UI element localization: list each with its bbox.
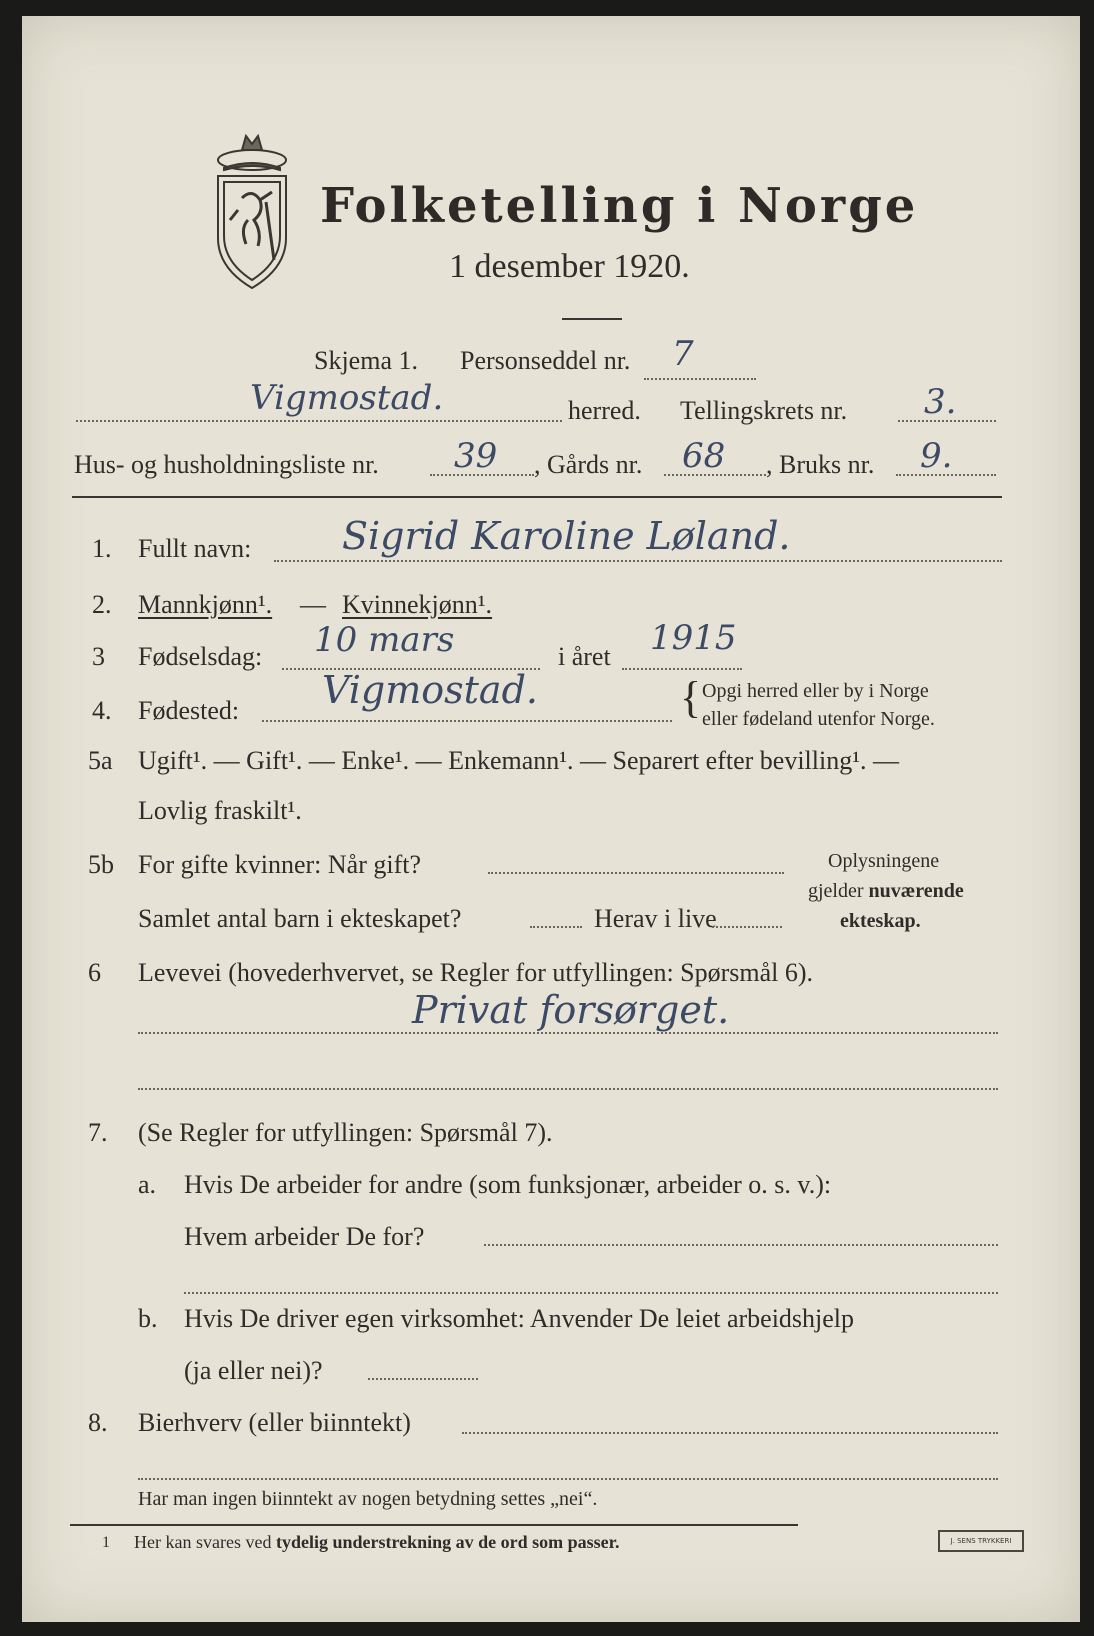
q5a-number: 5a	[88, 746, 113, 775]
census-date: 1 desember 1920.	[449, 248, 690, 285]
hired-help-field[interactable]	[368, 1378, 478, 1380]
printer-stamp: J. SENS TRYKKERI	[938, 1530, 1024, 1552]
husliste-value[interactable]: 39	[454, 436, 498, 476]
q1-number: 1.	[92, 534, 112, 563]
q5b-note-line1: Oplysningene	[828, 850, 940, 872]
bruks-value[interactable]: 9.	[920, 436, 953, 476]
q4-number: 4.	[92, 696, 112, 725]
husliste-label: Hus- og husholdningsliste nr.	[74, 450, 379, 479]
q6-label: Levevei (hovederhvervet, se Regler for utfyllingen: Spørsmål 6).	[138, 958, 814, 987]
q5b-label-married: For gifte kvinner: Når gift?	[138, 850, 422, 879]
no-income-note: Har man ingen biinntekt av nogen betydning settes „nei“.	[138, 1488, 598, 1510]
mannkjonn-option[interactable]: Mannkjønn¹.	[138, 590, 273, 619]
employer-field[interactable]	[484, 1244, 998, 1246]
personseddel-number[interactable]: 7	[672, 334, 694, 374]
full-name-value[interactable]: Sigrid Karoline Løland.	[342, 514, 791, 558]
q7b-letter: b.	[138, 1304, 158, 1333]
tellingskrets-value[interactable]: 3.	[924, 382, 957, 422]
q7b-line2: (ja eller nei)?	[184, 1356, 323, 1385]
occupation-value[interactable]: Privat forsørget.	[412, 988, 730, 1032]
q5b-number: 5b	[88, 850, 114, 879]
birthplace-value[interactable]: Vigmostad.	[322, 668, 538, 712]
q6-number: 6	[88, 958, 101, 987]
birthplace-note-line1: Opgi herred eller by i Norge	[702, 680, 929, 702]
marital-status-divorced[interactable]: Lovlig fraskilt¹.	[138, 796, 302, 825]
side-income-field[interactable]	[462, 1432, 998, 1434]
herred-value[interactable]: Vigmostad.	[250, 378, 444, 418]
birthday-value[interactable]: 10 mars	[314, 620, 455, 660]
bruks-label: , Bruks nr.	[766, 450, 875, 479]
herred-label: herred.	[568, 396, 641, 425]
q5b-note-line3: ekteskap.	[840, 910, 921, 932]
form-title: Folketelling i Norge	[320, 178, 919, 234]
footnote: Her kan svares ved tydelig understrekning av de ord som passer.	[134, 1532, 620, 1552]
birthplace-note-line2: eller fødeland utenfor Norge.	[702, 708, 935, 730]
footnote-divider	[70, 1524, 798, 1526]
year-label: i året	[558, 642, 611, 671]
q7a-letter: a.	[138, 1170, 157, 1199]
census-form-sheet: Folketelling i Norge 1 desember 1920. Skjema 1. Personseddel nr. 7 Vigmostad. herred. Tellingskrets nr. 3. Hus- og husholdningsliste nr. 39 , Gårds nr. 68 , Bruks nr. 9. 1. Fullt navn: Sigrid Karoline Løland. 2. Mannkjønn¹. — Kvinnekjønn¹. 3 Fødselsdag: 10 mars i året 1915 4. Fødested: Vigmostad. { Opgi herred eller by i Norge eller fødeland utenfor Norge. 5a Ugift¹. — Gift¹. — Enke¹. — Enkemann¹. — Separert efter bevilling¹. — Lovlig fraskilt¹. 5b For gifte kvinner: Når gift? Samlet antal barn i ekteskapet? Herav i live Oplysningene gjelder nuværende ekteskap. 6 Levevei (hovederhvervet, se Regler for utfyllingen: Spørsmål 6). Privat forsørget. 7. (Se Regler for utfyllingen: Spørsmål 7). a. Hvis De arbeider for andre (som funksjonær, arbeider o. s. v.): Hvem arbeider De for? b. Hvis De driver egen virksomhet: Anvender De leiet arbeidshjelp (ja eller nei)? 8. Bierhverv (eller biinntekt) Har man ingen biinntekt av nogen betydning settes „nei“. 1 Her kan svares ved tydelig understrekning av de ord som passer. J. SENS TRYKKERI	[22, 16, 1080, 1622]
q8-label: Bierhverv (eller biinntekt)	[138, 1408, 411, 1437]
birth-year-value[interactable]: 1915	[650, 618, 737, 658]
q5b-label-alive: Herav i live	[594, 904, 717, 933]
q2-number: 2.	[92, 590, 112, 619]
q1-label: Fullt navn:	[138, 534, 252, 563]
tellingskrets-label: Tellingskrets nr.	[680, 396, 848, 425]
q7-label: (Se Regler for utfyllingen: Spørsmål 7).	[138, 1118, 553, 1147]
skjema-label: Skjema 1.	[314, 346, 418, 375]
q7b-line1: Hvis De driver egen virksomhet: Anvender De leiet arbeidshjelp	[184, 1304, 855, 1333]
header-divider	[72, 496, 1002, 498]
norwegian-coat-of-arms-icon	[202, 128, 302, 298]
kvinnekjonn-option[interactable]: Kvinnekjønn¹.	[342, 590, 493, 619]
footnote-mark: 1	[102, 1534, 110, 1551]
title-divider	[562, 318, 622, 320]
personseddel-label: Personseddel nr.	[460, 346, 631, 375]
q7-number: 7.	[88, 1118, 108, 1147]
q7a-line2: Hvem arbeider De for?	[184, 1222, 425, 1251]
q3-number: 3	[92, 642, 105, 671]
gards-label: , Gårds nr.	[534, 450, 643, 479]
gards-value[interactable]: 68	[682, 436, 726, 476]
q4-label: Fødested:	[138, 696, 240, 725]
q7a-line1: Hvis De arbeider for andre (som funksjonær, arbeider o. s. v.):	[184, 1170, 832, 1199]
marital-status-options[interactable]: Ugift¹. — Gift¹. — Enke¹. — Enkemann¹. — Separert efter bevilling¹. —	[138, 746, 900, 775]
q3-label: Fødselsdag:	[138, 642, 263, 671]
q5b-label-children: Samlet antal barn i ekteskapet?	[138, 904, 462, 933]
q8-number: 8.	[88, 1408, 108, 1437]
q5b-note-line2: gjelder nuværende	[808, 880, 964, 902]
